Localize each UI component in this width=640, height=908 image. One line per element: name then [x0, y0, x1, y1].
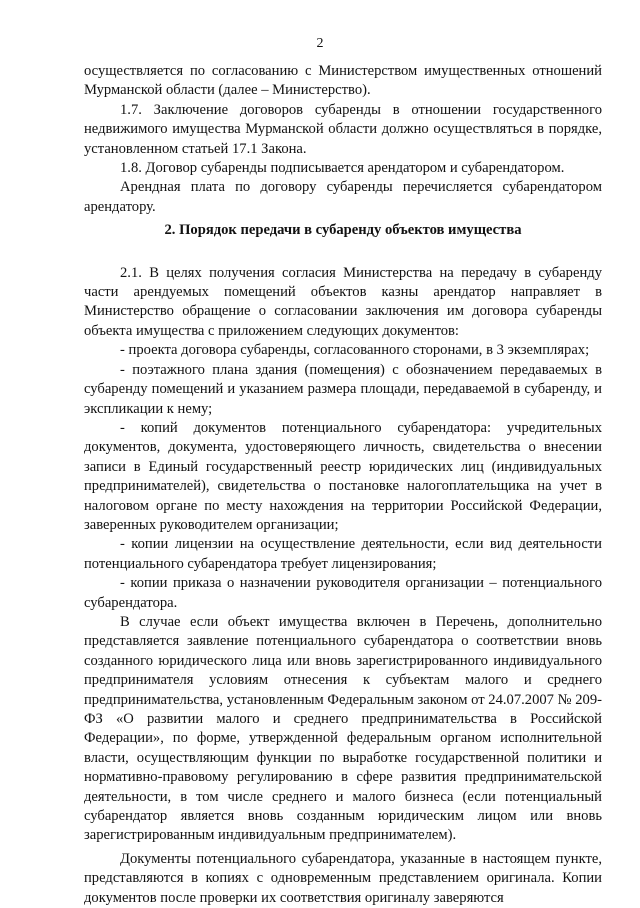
paragraph-1-7: 1.7. Заключение договоров субаренды в отношении государственного недвижимого имущества Мурманской области должно осуществляться в порядке, установленном статьей 17.1 Закона. [84, 101, 602, 157]
document-body [84, 62, 602, 908]
list-item-draft-contract: - проекта договора субаренды, согласованного сторонами, в 3 экземплярах; [120, 342, 590, 359]
page-number: 2 [316, 36, 324, 51]
paragraph-rent-payment: Арендная плата по договору субаренды перечисляется субарендатором арендатору. [84, 179, 602, 215]
list-item-license-copy: - копии лицензии на осуществление деятельности, если вид деятельности потенциального субарендатора требует лицензирования; [84, 536, 602, 572]
list-item-appointment-order: - копии приказа о назначении руководителя организации – потенциального субарендатора. [84, 575, 602, 611]
list-item-document-copies: - копий документов потенциального субарендатора: учредительных документов, документа, удостоверяющего личность, свидетельства о внесении записи в Единый государственный реестр юридических лиц (индивидуальных предпринимателей), свидетельства о постановке налогоплательщика на учет в налоговом органе по месту нахождения на территории Российской Федерации, заверенных руководителем организации; [84, 419, 602, 533]
list-item-floor-plan: - поэтажного плана здания (помещения) с обозначением передаваемых в субаренду помещений и указанием размера площади, передаваемой в субаренду, и экспликации к нему; [84, 361, 602, 417]
paragraph-continuation: осуществляется по согласованию с Министерством имущественных отношений Мурманской области (далее – Министерство). [84, 63, 602, 99]
paragraph-1-8: 1.8. Договор субаренды подписывается арендатором и субарендатором. [120, 160, 565, 177]
paragraph-2-1: 2.1. В целях получения согласия Министерства на передачу в субаренду части арендуемых помещений объектов казны арендатор направляет в Министерство обращение о согласовании заключения им договора субаренды объекта имущества с приложением следующих документов: [84, 264, 602, 339]
paragraph-sme-declaration: В случае если объект имущества включен в Перечень, дополнительно представляется заявление потенциального субарендатора о соответствии вновь созданного юридического лица или вновь зарегистрированного индивидуального предпринимателя условиям отнесения к субъектам малого и среднего предпринимательства, установленным Федеральным законом от 24.07.2007 № 209-ФЗ «О развитии малого и среднего предпринимательства в Российской Федерации», по форме, утвержденной федеральным органом исполнительной власти, осуществляющим функции по выработке государственной политики и нормативно-правовому регулированию в сфере развития предпринимательской деятельности, в том числе среднего и малого бизнеса (если потенциальный субарендатор является вновь созданным юридическим лицом или вновь зарегистрированным индивидуальным предпринимателем). [84, 613, 602, 844]
paragraph-document-copies: Документы потенциального субарендатора, указанные в настоящем пункте, представляются в копиях с одновременным представлением оригинала. Копии документов после проверки их соответствия оригиналу заверяются [84, 850, 602, 906]
section-title: 2. Порядок передачи в субаренду объектов имущества [164, 222, 522, 239]
